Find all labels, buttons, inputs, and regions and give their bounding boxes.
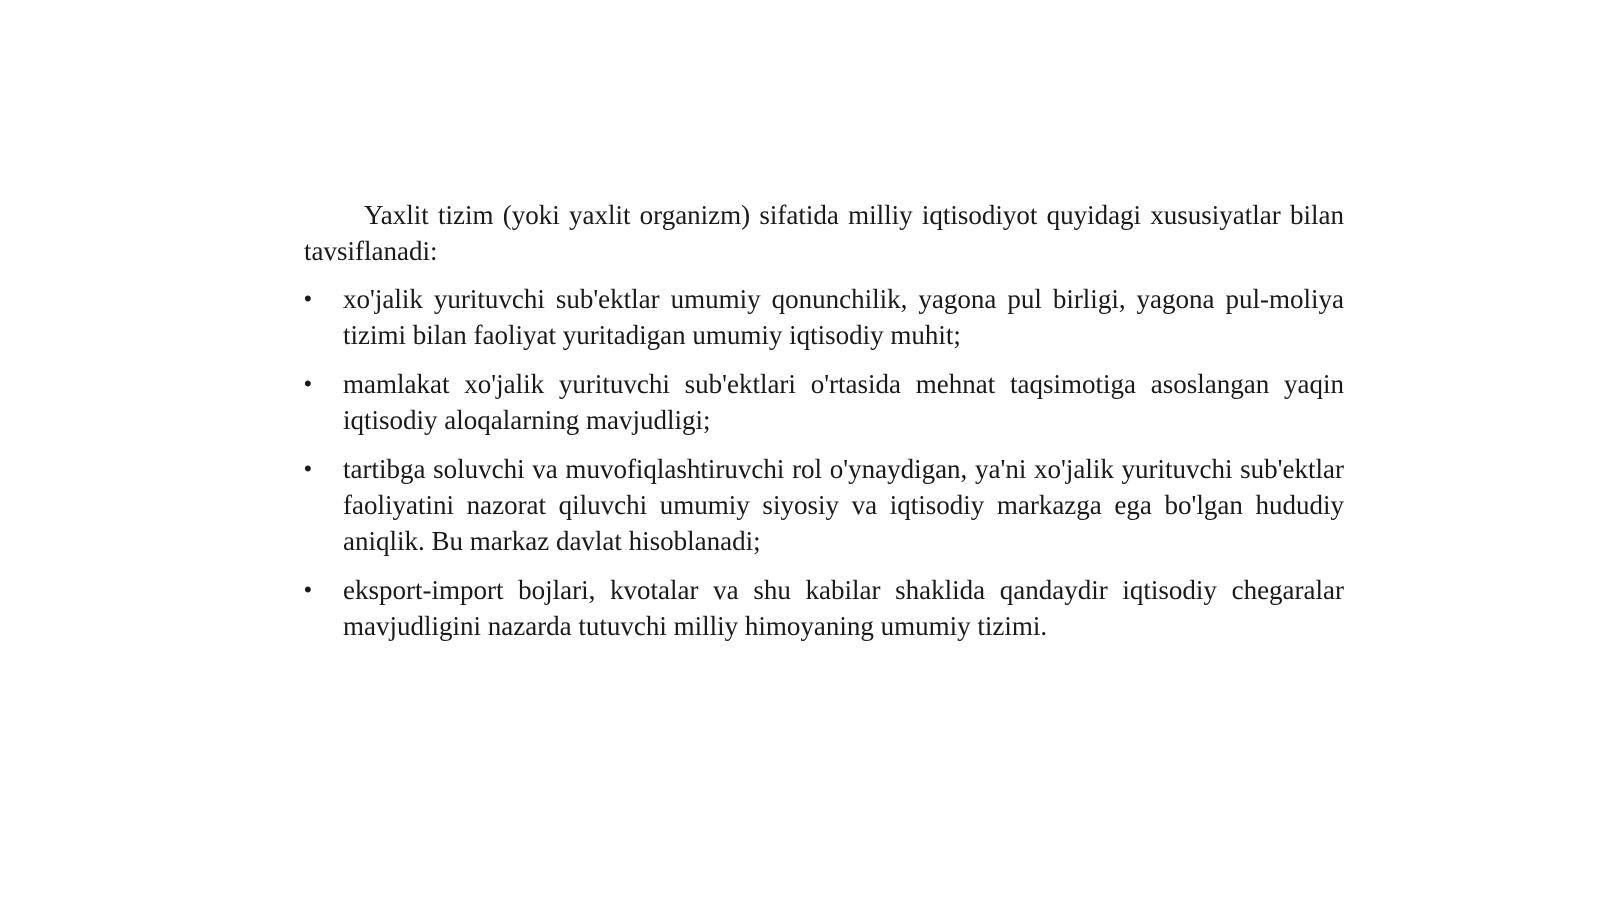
bullet-list bbox=[304, 281, 1344, 644]
bullet-text: tartibga soluvchi va muvofiqlashtiruvchi rol o'ynaydigan, ya'ni xo'jalik yurituvchi sub'ektlar faoliyatini nazorat qiluvchi umumiy siyosiy va iqtisodiy markazga ega bo'lgan hududiy aniqlik. Bu markaz davlat hisoblanadi; bbox=[343, 454, 1344, 556]
text-body bbox=[304, 197, 1344, 657]
bullet-item bbox=[304, 572, 1344, 644]
bullet-icon: • bbox=[304, 371, 312, 396]
bullet-text: xo'jalik yurituvchi sub'ektlar umumiy qonunchilik, yagona pul birligi, yagona pul-moliya tizimi bilan faoliyat yuritadigan umumiy iqtisodiy muhit; bbox=[343, 284, 1344, 350]
bullet-item bbox=[304, 451, 1344, 559]
intro-paragraph: Yaxlit tizim (yoki yaxlit organizm) sifatida milliy iqtisodiyot quyidagi xususiyatlar bilan tavsiflanadi: bbox=[304, 200, 1344, 266]
bullet-icon: • bbox=[304, 577, 312, 602]
bullet-item bbox=[304, 281, 1344, 353]
bullet-text: mamlakat xo'jalik yurituvchi sub'ektlari o'rtasida mehnat taqsimotiga asoslangan yaqin iqtisodiy aloqalarning mavjudligi; bbox=[343, 369, 1344, 435]
bullet-item bbox=[304, 366, 1344, 438]
bullet-text: eksport-import bojlari, kvotalar va shu kabilar shaklida qandaydir iqtisodiy chegaralar mavjudligini nazarda tutuvchi milliy himoyaning umumiy tizimi. bbox=[343, 575, 1344, 641]
bullet-icon: • bbox=[304, 286, 312, 311]
bullet-icon: • bbox=[304, 456, 312, 481]
